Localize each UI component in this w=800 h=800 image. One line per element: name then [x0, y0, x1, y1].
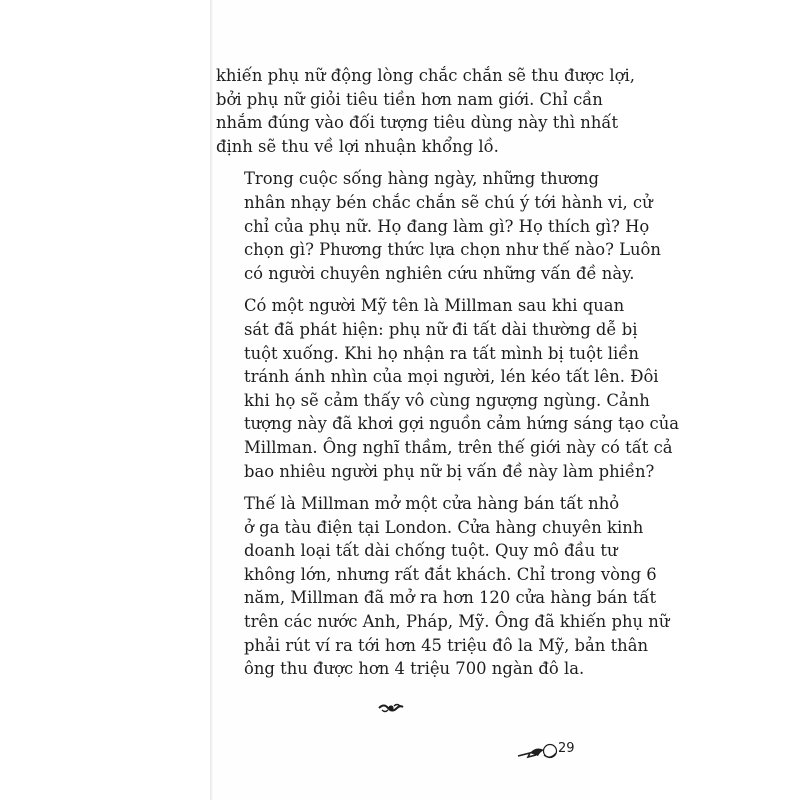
text-line: định sẽ thu về lợi nhuận khổng lồ.	[216, 136, 499, 156]
text-line: trên các nước Anh, Pháp, Mỹ. Ông đã khiến phụ nữ	[244, 612, 670, 632]
text-line: bởi phụ nữ giỏi tiêu tiền hơn nam giới. Chỉ cần	[216, 89, 603, 109]
text-line: ở ga tàu điện tại London. Cửa hàng chuyên kinh	[244, 517, 644, 537]
text-line: bao nhiêu người phụ nữ bị vấn đề này làm phiền?	[244, 461, 655, 481]
paragraph	[216, 492, 670, 681]
text-line: Thế là Millman mở một cửa hàng bán tất nhỏ	[244, 494, 620, 514]
text-line: Trong cuộc sống hàng ngày, những thương	[244, 169, 600, 189]
text-line: doanh loại tất dài chống tuột. Quy mô đầu tư	[244, 541, 618, 561]
book-page	[210, 0, 680, 800]
text-line: không lớn, nhưng rất đắt khách. Chỉ trong vòng 6	[244, 564, 657, 584]
text-line: phải rút ví ra tới hơn 45 triệu đô la Mỹ, bản thân	[244, 635, 649, 655]
text-line: Millman. Ông nghĩ thầm, trên thế giới này có tất cả	[244, 437, 673, 457]
text-line: nhắm đúng vào đối tượng tiêu dùng này thì nhất	[216, 113, 619, 133]
text-line: ông thu được hơn 4 triệu 700 ngàn đô la.	[244, 659, 585, 679]
text-line: nhân nhạy bén chắc chắn sẽ chú ý tới hành vi, cử	[244, 192, 653, 212]
paragraph	[216, 64, 635, 158]
page-edge-shadow	[210, 0, 213, 800]
body-text	[216, 64, 680, 690]
ornament-divider-icon	[378, 701, 404, 715]
text-line: chỉ của phụ nữ. Họ đang làm gì? Họ thích gì? Họ	[244, 216, 650, 236]
text-line: sát đã phát hiện: phụ nữ đi tất dài thường dễ bị	[244, 319, 638, 339]
paragraph	[216, 294, 680, 483]
text-line: chọn gì? Phương thức lựa chọn như thế nào? Luôn	[244, 240, 661, 260]
text-line: tránh ánh nhìn của mọi người, lén kéo tất lên. Đôi	[244, 367, 659, 387]
text-line: có người chuyên nghiên cứu những vấn đề này.	[244, 263, 635, 283]
footer-bird-logo-icon	[516, 740, 558, 762]
text-line: tượng này đã khơi gợi nguồn cảm hứng sáng tạo của	[244, 414, 680, 434]
text-line: năm, Millman đã mở ra hơn 120 cửa hàng bán tất	[244, 588, 657, 608]
text-line: tuột xuống. Khi họ nhận ra tất mình bị tuột liền	[244, 343, 639, 363]
text-line: khi họ sẽ cảm thấy vô cùng ngượng ngùng. Cảnh	[244, 390, 650, 410]
page-number: 29	[558, 741, 575, 756]
text-line: khiến phụ nữ động lòng chắc chắn sẽ thu được lợi,	[216, 66, 635, 85]
paragraph	[216, 167, 661, 285]
text-line: Có một người Mỹ tên là Millman sau khi quan	[244, 296, 625, 316]
